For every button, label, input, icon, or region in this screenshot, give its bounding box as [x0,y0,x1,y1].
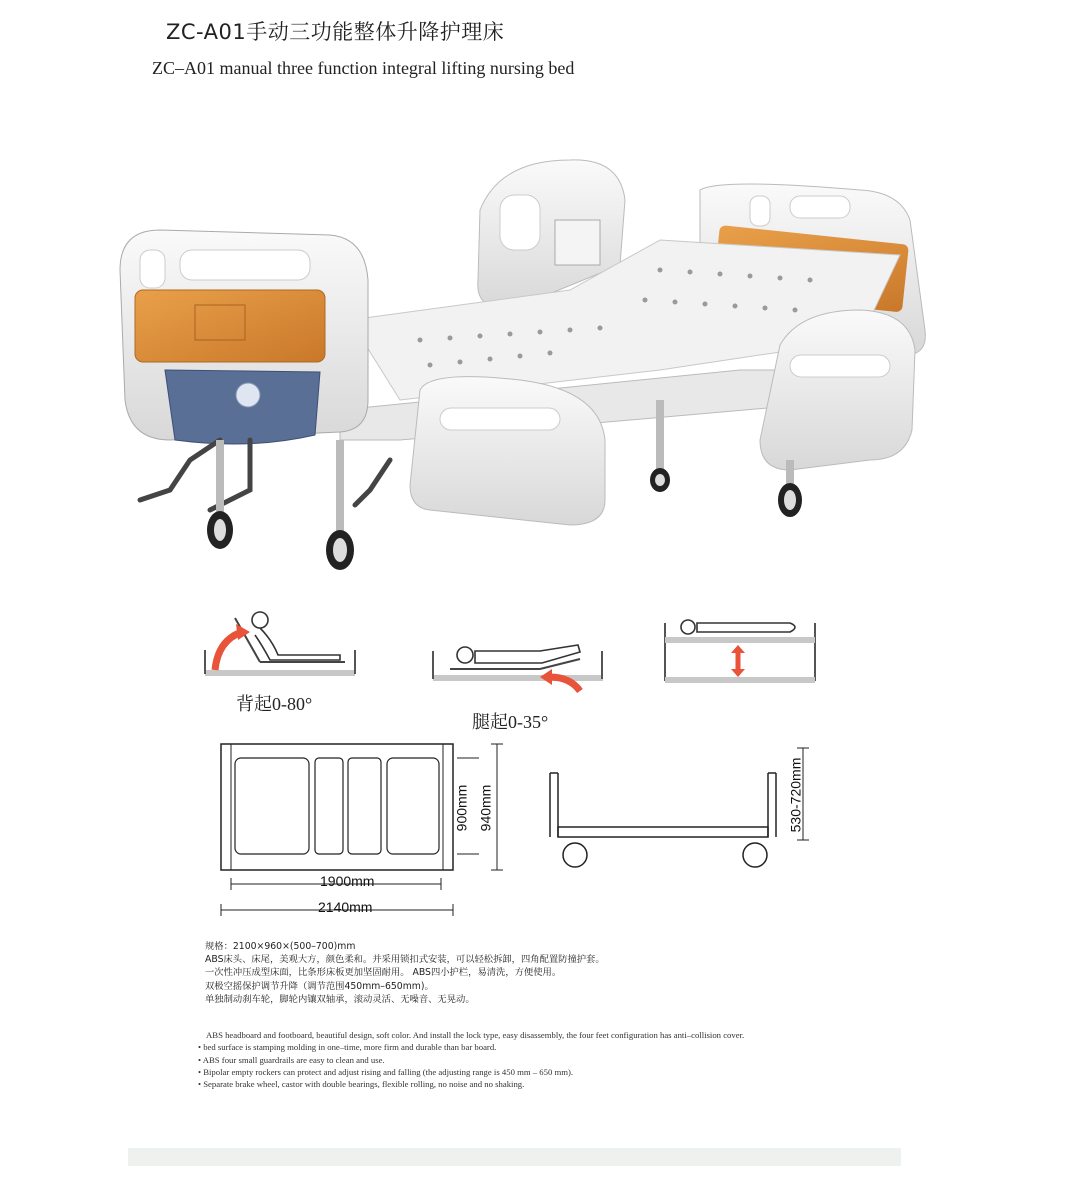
spec-cn-line: 单独制动刹车轮，脚轮内镶双轴承，滚动灵活、无噪音、无晃动。 [205,993,475,1005]
back-raise-label: 背起0-80° [236,694,313,714]
crank-handles [140,440,390,510]
spec-en-line: • Separate brake wheel, castor with double bearings, flexible rolling, no noise and no shaking. [198,1079,525,1090]
height-range-label: 530-720mm [787,757,804,833]
title-english: ZC–A01 manual three function integral lifting nursing bed [152,58,575,78]
spec-english [198,1029,898,1090]
height-adjust-icon [660,615,820,685]
inner-width-label: 900mm [453,784,470,832]
spec-en-line: • Bipolar empty rockers can protect and adjust rising and falling (the adjusting range is 450 mm – 650 mm). [198,1066,574,1077]
nursing-bed-photo [100,140,960,600]
inner-length-label: 1900mm [320,873,375,889]
spec-cn-line: 规格：2100×960×(500–700)mm [205,941,356,952]
spec-cn-line: ABS床头、床尾，美观大方，颜色柔和。并采用锁扣式安装，可以轻松拆卸，四角配置防撞护套。 [205,954,605,966]
spec-chinese [205,940,905,1006]
spec-en-line: ABS headboard and footboard, beautiful design, soft color. And install the lock type, easy disassembly, the four feet configuration has anti–collision cover. [206,1030,745,1040]
back-raise-icon [200,600,360,680]
leg-raise-label: 腿起0-35° [472,712,549,732]
footer-band [128,1148,901,1166]
spec-cn-line: 一次性冲压成型床面，比条形床板更加坚固耐用。 ABS四小护栏，易清洗，方便使用。 [205,967,562,979]
outer-width-label: 940mm [477,784,494,832]
spec-en-line: • bed surface is stamping molding in one–time, more firm and durable than bar board. [198,1042,497,1053]
side-view-drawing [540,745,820,880]
side-rail-front [410,377,605,525]
near-headboard [120,230,368,444]
spec-en-line: • ABS four small guardrails are easy to clean and use. [198,1054,385,1065]
leg-raise-icon [430,625,605,695]
outer-length-label: 2140mm [318,899,373,915]
spec-cn-line: 双极空摇保护调节升降（调节范围450mm–650mm)。 [205,980,434,992]
title-chinese: ZC-A01手动三功能整体升降护理床 [166,20,505,44]
